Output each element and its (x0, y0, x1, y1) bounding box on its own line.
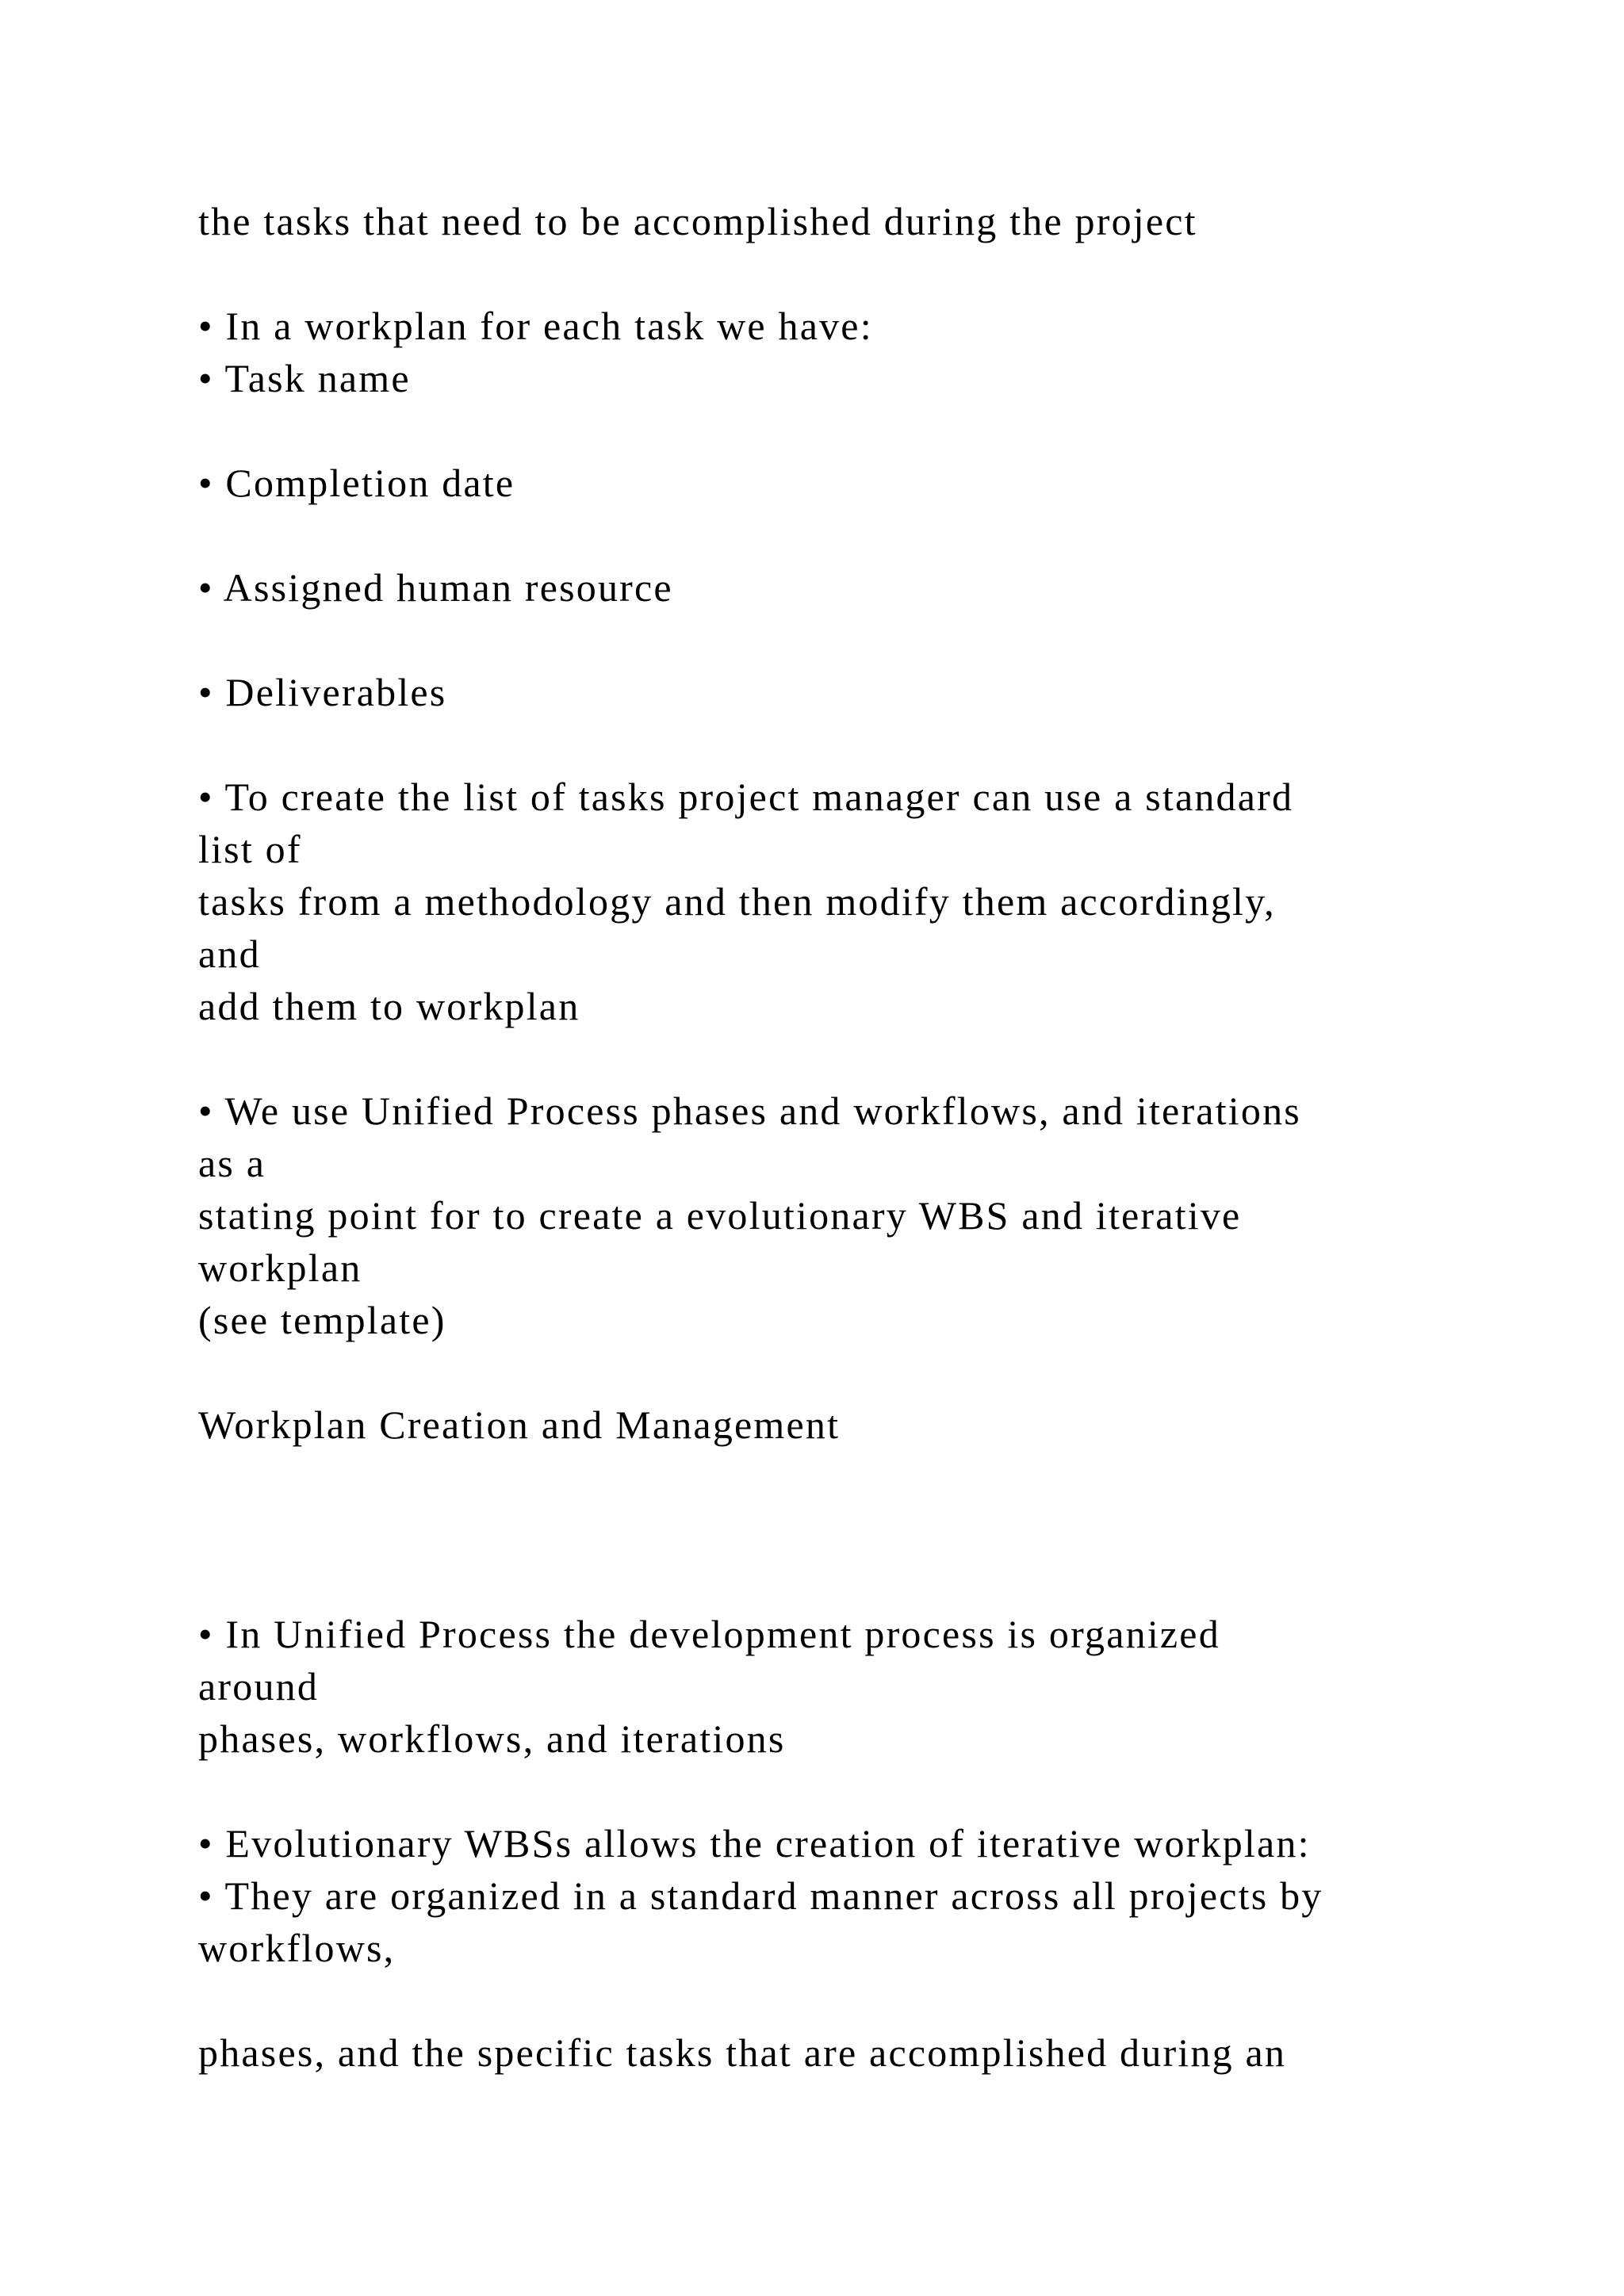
text-line: tasks from a methodology and then modify them accordingly, (198, 879, 1276, 924)
bullet-item: • Deliverables (198, 670, 447, 714)
bullet-item: • To create the list of tasks project manager can use a standard (198, 775, 1294, 819)
text-line: workplan (198, 1246, 362, 1290)
section-heading: Workplan Creation and Management (198, 1402, 841, 1447)
bullet-item: • Completion date (198, 461, 515, 505)
bullet-item: • Task name (198, 356, 411, 400)
bullet-item: • Evolutionary WBSs allows the creation of iterative workplan: (198, 1821, 1311, 1866)
text-line: as a (198, 1141, 266, 1185)
text-line: phases, and the specific tasks that are accomplished during an (198, 2030, 1287, 2075)
text-line: add them to workplan (198, 984, 580, 1028)
bullet-item: • In a workplan for each task we have: (198, 304, 873, 348)
text-line: and (198, 932, 261, 976)
bullet-item: • They are organized in a standard manner across all projects by (198, 1873, 1323, 1918)
text-line: list of (198, 827, 302, 871)
text-line: around (198, 1664, 320, 1709)
bullet-item: • We use Unified Process phases and workflows, and iterations (198, 1089, 1301, 1133)
text-line: (see template) (198, 1298, 446, 1342)
text-line: phases, workflows, and iterations (198, 1716, 786, 1761)
text-line: workflows, (198, 1926, 396, 1970)
text-line: the tasks that need to be accomplished during the project (198, 199, 1197, 243)
bullet-item: • Assigned human resource (198, 565, 673, 610)
text-line: stating point for to create a evolutionary WBS and iterative (198, 1193, 1242, 1238)
bullet-item: • In Unified Process the development process is organized (198, 1612, 1220, 1656)
